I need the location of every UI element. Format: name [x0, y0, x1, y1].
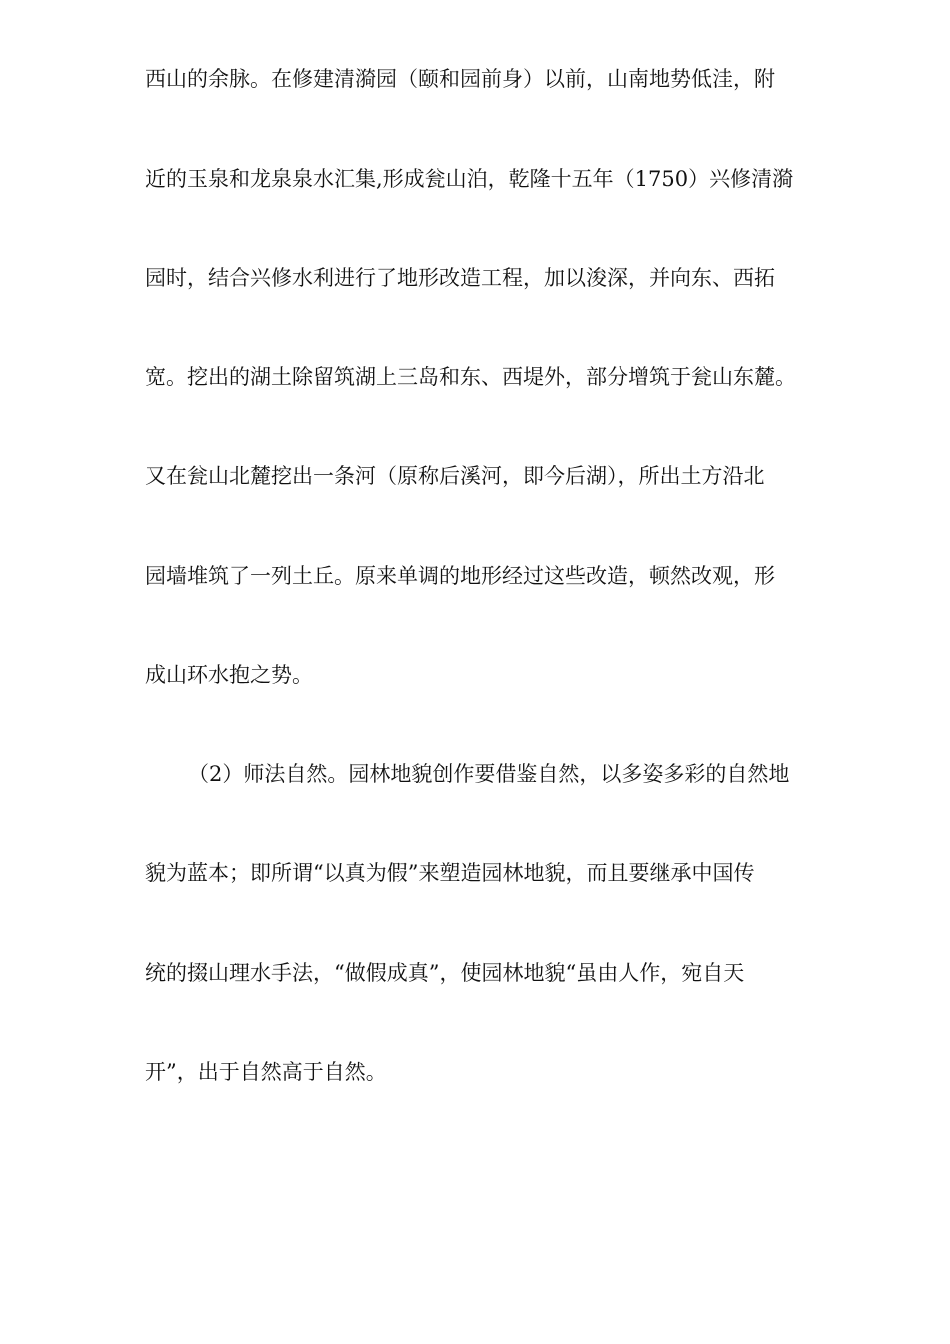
text-line-4: 宽。挖出的湖土除留筑湖上三岛和东、西堤外，部分增筑于瓮山东麓。 — [145, 365, 796, 389]
text-line-6: 园墙堆筑了一列土丘。原来单调的地形经过这些改造，顿然改观，形 — [145, 564, 775, 588]
text-line-1: 西山的余脉。在修建清漪园（颐和园前身）以前，山南地势低洼，附 — [145, 67, 775, 91]
paragraph-2-line-3: 统的掇山理水手法，“做假成真”，使园林地貌“虽由人作，宛自天 — [145, 961, 745, 985]
paragraph-2-line-2: 貌为蓝本；即所谓“以真为假”来塑造园林地貌，而且要继承中国传 — [145, 861, 755, 885]
text-line-2: 近的玉泉和龙泉泉水汇集,形成瓮山泊，乾隆十五年（1750）兴修清漪 — [145, 167, 794, 191]
text-line-7: 成山环水抱之势。 — [145, 663, 313, 687]
text-line-5: 又在瓮山北麓挖出一条河（原称后溪河，即今后湖），所出土方沿北 — [145, 464, 765, 488]
paragraph-2-line-1: （2）师法自然。园林地貌创作要借鉴自然，以多姿多彩的自然地 — [188, 762, 790, 786]
paragraph-2-line-4: 开”，出于自然高于自然。 — [145, 1060, 387, 1084]
text-line-3: 园时，结合兴修水利进行了地形改造工程，加以浚深，并向东、西拓 — [145, 266, 775, 290]
